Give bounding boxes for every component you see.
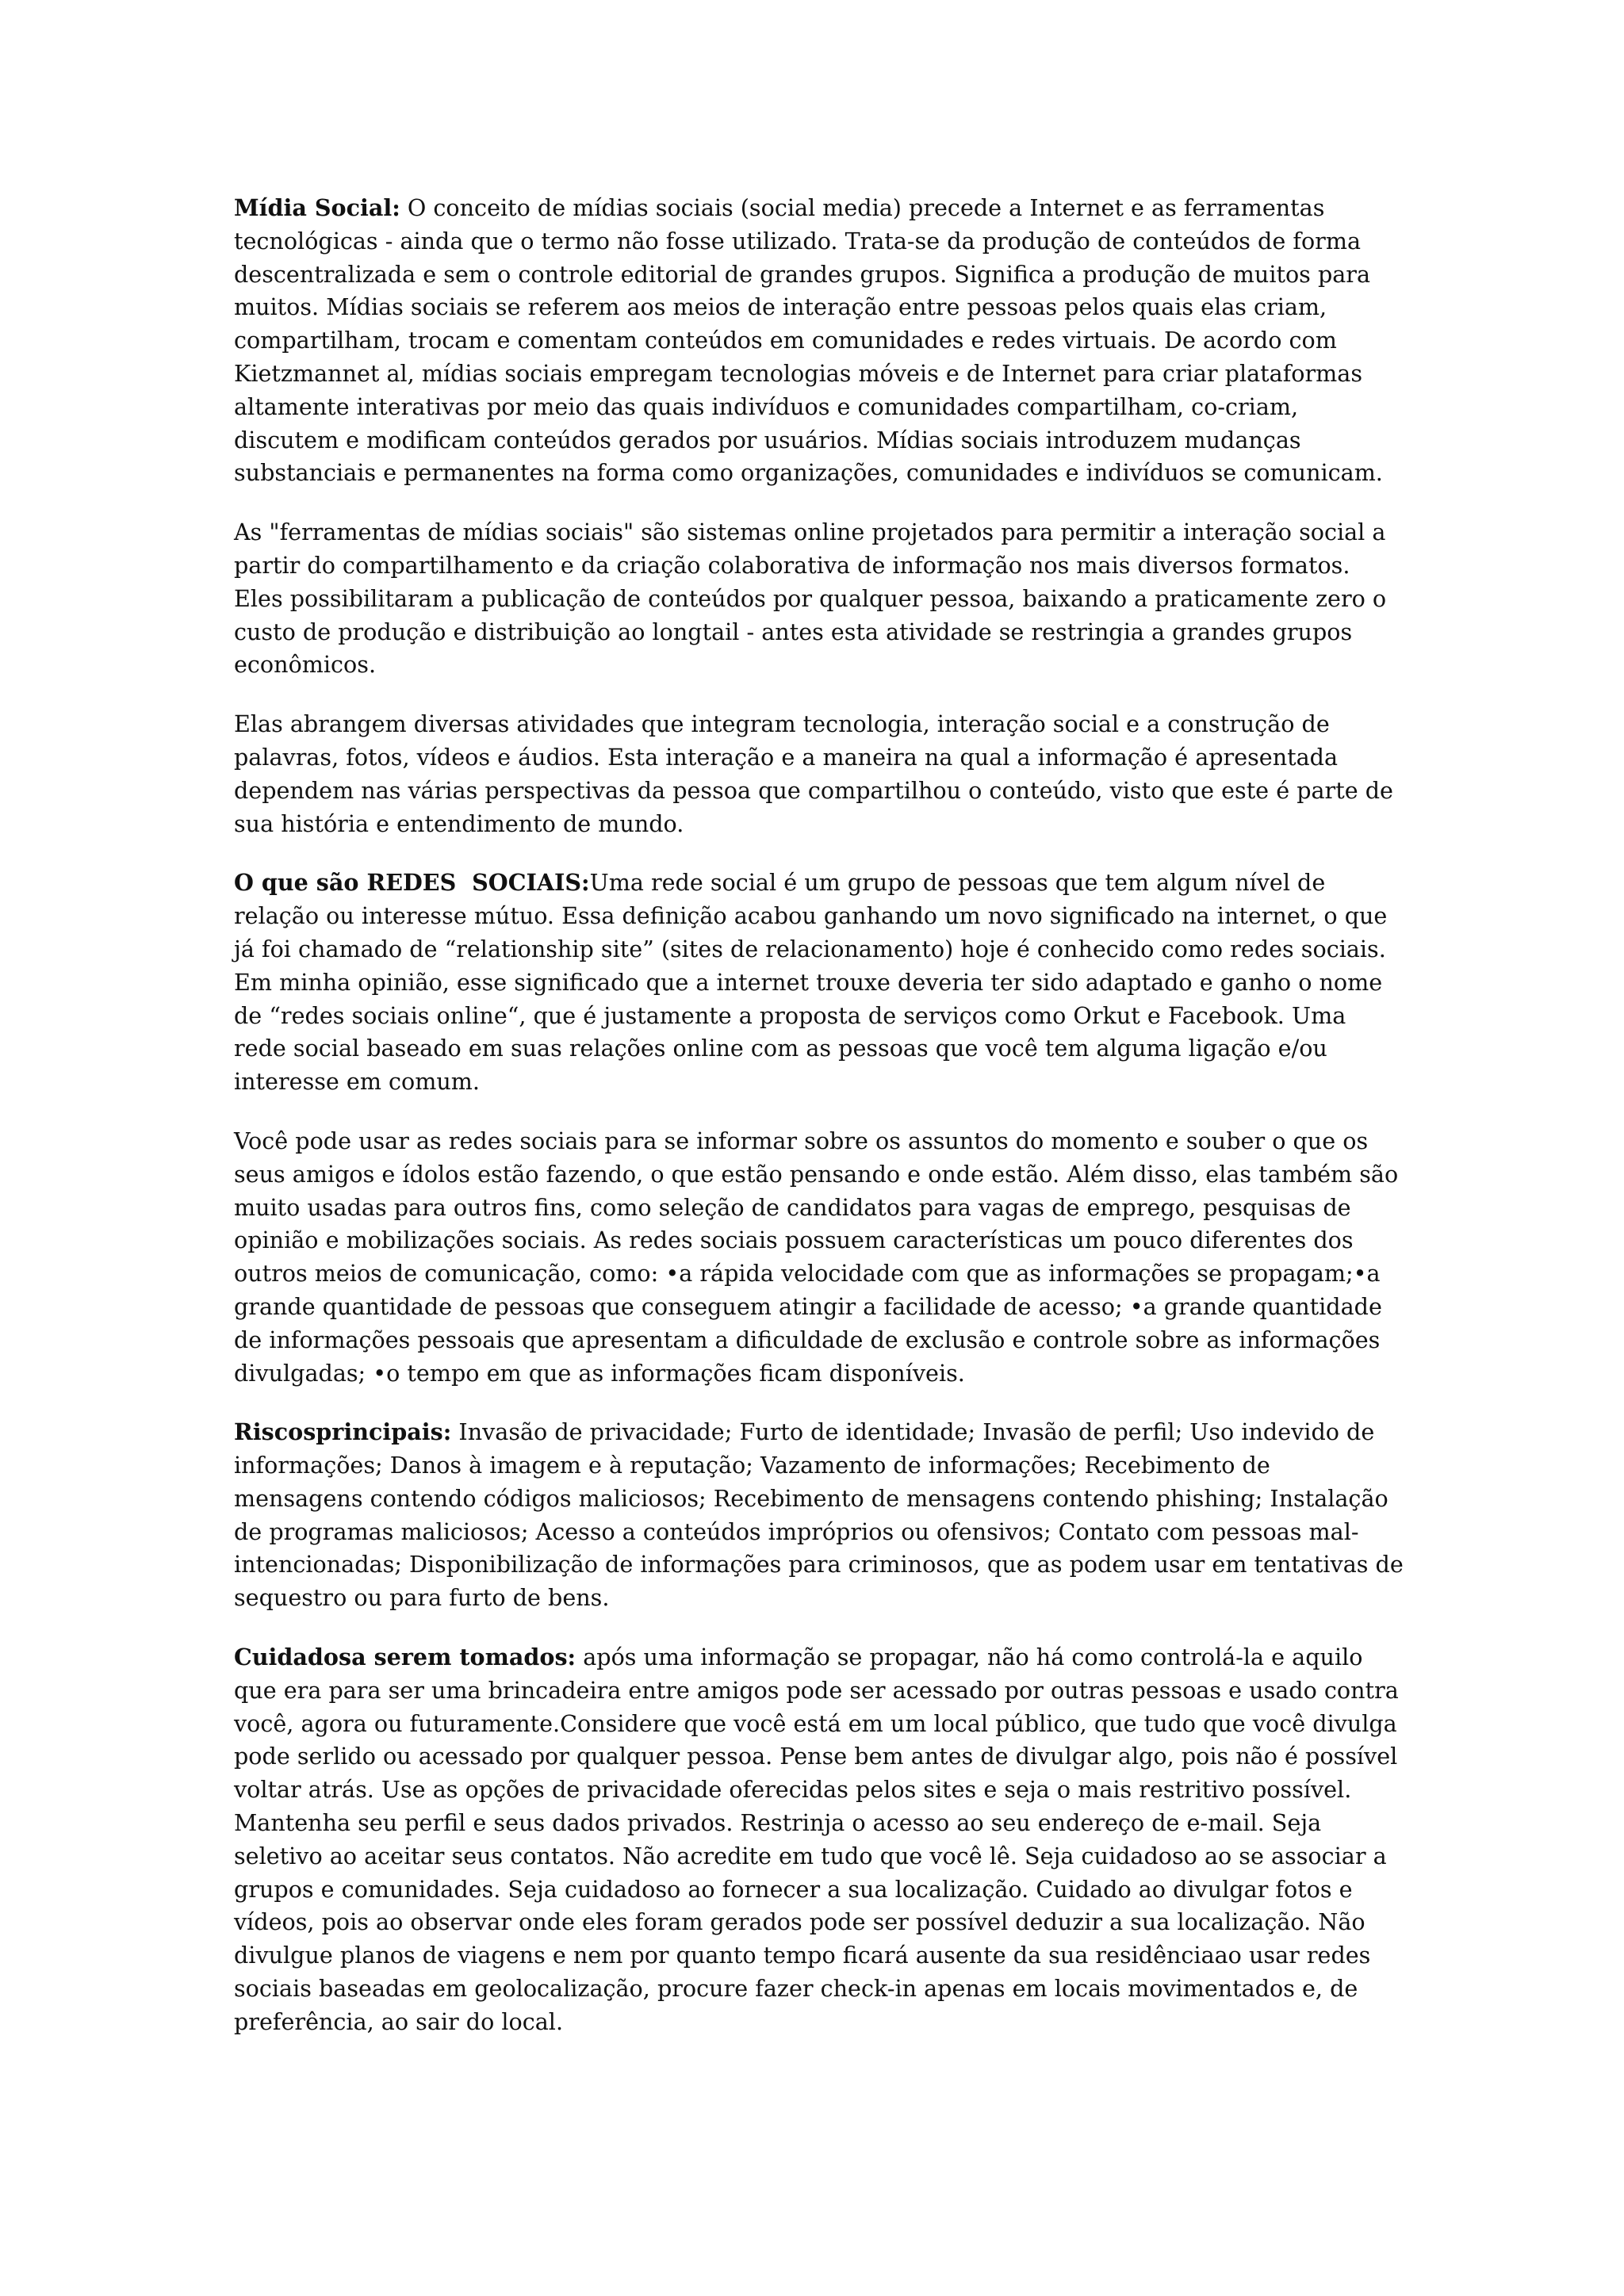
paragraph-body-usos: Você pode usar as redes sociais para se informar sobre os assuntos do momento e souber o que os seus amigos e ídolos estão fazendo, o que estão pensando e onde estão. Além disso, elas também são muito usadas para outros fins, como seleção de candidatos para vagas de emprego, pesquisas de opinião e mobilizações sociais. As redes sociais possuem características um pouco diferentes dos outros meios de comunicação, como: •a rápida velocidade com que as informações se propagam;•a grande quantidade de pessoas que conseguem atingir a facilidade de acesso; •a grande quantidade de informações pessoais que apresentam a dificuldade de exclusão e controle sobre as informações divulgadas; •o tempo em que as informações ficam disponíveis. <box>234 1127 1399 1387</box>
paragraph-body-ferramentas: As "ferramentas de mídias sociais" são sistemas online projetados para permitir a interação social a partir do compartilhamento e da criação colaborativa de informação nos mais diversos formatos. Eles possibilitaram a publicação de conteúdos por qualquer pessoa, baixando a praticamente zero o custo de produção e distribuição ao longtail - antes esta atividade se restringia a grandes grupos econômicos. <box>234 519 1387 679</box>
paragraph-body-redes-sociais: Uma rede social é um grupo de pessoas que tem algum nível de relação ou interesse mútuo. Essa definição acabou ganhando um novo significado na internet, o que já foi chamado de “relationship site” (sites de relacionamento) hoje é conhecido como redes sociais. Em minha opinião, esse significado que a internet trouxe deveria ter sido adaptado e ganho o nome de “redes sociais online“, que é justamente a proposta de serviços como Orkut e Facebook. Uma rede social baseado em suas relações online com as pessoas que você tem alguma ligação e/ou interesse em comum. <box>234 869 1388 1096</box>
paragraph-riscos <box>234 1416 1404 1615</box>
paragraph-heading-redes-sociais: O que são REDES SOCIAIS: <box>234 869 590 897</box>
paragraph-redes-sociais <box>234 867 1404 1099</box>
paragraph-cuidados <box>234 1641 1404 2039</box>
paragraph-body-riscos: Invasão de privacidade; Furto de identidade; Invasão de perfil; Uso indevido de informações; Danos à imagem e à reputação; Vazamento de informações; Recebimento de mensagens contendo códigos maliciosos; Recebimento de mensagens contendo phishing; Instalação de programas maliciosos; Acesso a conteúdos impróprios ou ofensivos; Contato com pessoas mal-intencionadas; Disponibilização de informações para criminosos, que as podem usar em tentativas de sequestro ou para furto de bens. <box>234 1418 1404 1612</box>
paragraph-usos <box>234 1125 1404 1390</box>
paragraph-midia-social <box>234 192 1404 490</box>
paragraph-heading-midia-social: Mídia Social: <box>234 194 400 221</box>
paragraph-body-midia-social: O conceito de mídias sociais (social media) precede a Internet e as ferramentas tecnológicas - ainda que o termo não fosse utilizado. Trata-se da produção de conteúdos de forma descentralizada e sem o controle editorial de grandes grupos. Significa a produção de muitos para muitos. Mídias sociais se referem aos meios de interação entre pessoas pelos quais elas criam, compartilham, trocam e comentam conteúdos em comunidades e redes virtuais. De acordo com Kietzmannet al, mídias sociais empregam tecnologias móveis e de Internet para criar plataformas altamente interativas por meio das quais indivíduos e comunidades compartilham, co-criam, discutem e modificam conteúdos gerados por usuários. Mídias sociais introduzem mudanças substanciais e permanentes na forma como organizações, comunidades e indivíduos se comunicam. <box>234 194 1383 487</box>
paragraph-body-atividades: Elas abrangem diversas atividades que integram tecnologia, interação social e a construção de palavras, fotos, vídeos e áudios. Esta interação e a maneira na qual a informação é apresentada dependem nas várias perspectivas da pessoa que compartilhou o conteúdo, visto que este é parte de sua história e entendimento de mundo. <box>234 710 1393 837</box>
paragraph-atividades <box>234 708 1404 840</box>
document-page <box>234 192 1404 2065</box>
paragraph-ferramentas <box>234 516 1404 682</box>
paragraph-heading-cuidados: Cuidadosa serem tomados: <box>234 1644 576 1671</box>
paragraph-heading-riscos: Riscosprincipais: <box>234 1418 452 1446</box>
paragraph-body-cuidados: após uma informação se propagar, não há como controlá-la e aquilo que era para ser uma brincadeira entre amigos pode ser acessado por outras pessoas e usado contra você, agora ou futuramente.Considere que você está em um local público, que tudo que você divulga pode serlido ou acessado por qualquer pessoa. Pense bem antes de divulgar algo, pois não é possível voltar atrás. Use as opções de privacidade oferecidas pelos sites e seja o mais restritivo possível. Mantenha seu perfil e seus dados privados. Restrinja o acesso ao seu endereço de e-mail. Seja seletivo ao aceitar seus contatos. Não acredite em tudo que você lê. Seja cuidadoso ao se associar a grupos e comunidades. Seja cuidadoso ao fornecer a sua localização. Cuidado ao divulgar fotos e vídeos, pois ao observar onde eles foram gerados pode ser possível deduzir a sua localização. Não divulgue planos de viagens e nem por quanto tempo ficará ausente da sua residênciaao usar redes sociais baseadas em geolocalização, procure fazer check-in apenas em locais movimentados e, de preferência, ao sair do local. <box>234 1644 1399 2035</box>
